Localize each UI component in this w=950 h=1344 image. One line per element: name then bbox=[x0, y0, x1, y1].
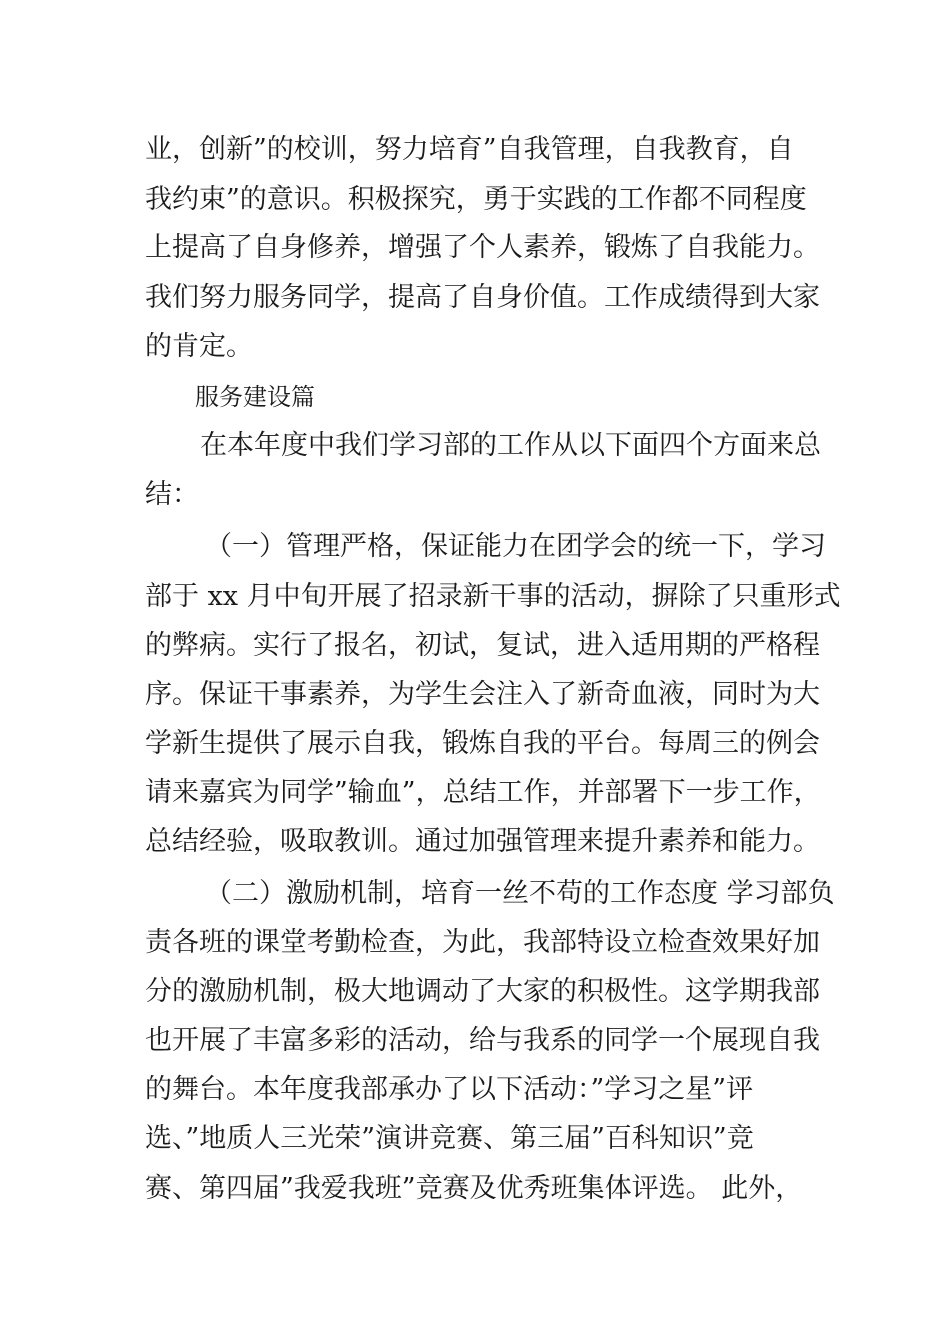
text-line: 我们努力服务同学，提高了自身价值。工作成绩得到大家 bbox=[145, 282, 820, 313]
text-line: 也开展了丰富多彩的活动，给与我系的同学一个展现自我 bbox=[145, 1025, 820, 1056]
text-line: 结： bbox=[145, 479, 199, 510]
text-line: 总结经验，吸取教训。通过加强管理来提升素养和能力。 bbox=[145, 826, 820, 857]
section-heading: 服务建设篇 bbox=[195, 383, 315, 411]
text-line: 赛、第四届”我爱我班”竞赛及优秀班集体评选。 此外， bbox=[145, 1173, 803, 1204]
text-line: 的弊病。实行了报名，初试，复试，进入适用期的严格程 bbox=[145, 630, 820, 661]
text-line: 选、”地质人三光荣”演讲竞赛、第三届”百科知识”竞 bbox=[145, 1123, 754, 1154]
text-line: （二）激励机制，培育一丝不苟的工作态度 学习部负 bbox=[205, 878, 835, 909]
text-line: 责各班的课堂考勤检查，为此，我部特设立检查效果好加 bbox=[145, 927, 820, 958]
text-line: 请来嘉宾为同学”输血”，总结工作，并部署下一步工作， bbox=[145, 777, 821, 808]
text-line: 我约束”的意识。积极探究，勇于实践的工作都不同程度 bbox=[145, 184, 807, 215]
text-line: 序。保证干事素养，为学生会注入了新奇血液，同时为大 bbox=[145, 679, 820, 710]
text-line: 的舞台。本年度我部承办了以下活动：”学习之星”评 bbox=[145, 1074, 754, 1105]
text-line: 分的激励机制，极大地调动了大家的积极性。这学期我部 bbox=[145, 976, 820, 1007]
text-line: 上提高了自身修养，增强了个人素养，锻炼了自我能力。 bbox=[145, 232, 820, 263]
text-line: 业，创新”的校训，努力培育”自我管理，自我教育，自 bbox=[145, 134, 794, 165]
text-line: 的肯定。 bbox=[145, 331, 253, 362]
text-line: （一）管理严格，保证能力在团学会的统一下，学习 bbox=[205, 531, 826, 562]
text-line: 部于 xx 月中旬开展了招录新干事的活动，摒除了只重形式 bbox=[145, 581, 841, 612]
text-line: 在本年度中我们学习部的工作从以下面四个方面来总 bbox=[200, 430, 821, 461]
text-line: 学新生提供了展示自我，锻炼自我的平台。每周三的例会 bbox=[145, 728, 820, 759]
